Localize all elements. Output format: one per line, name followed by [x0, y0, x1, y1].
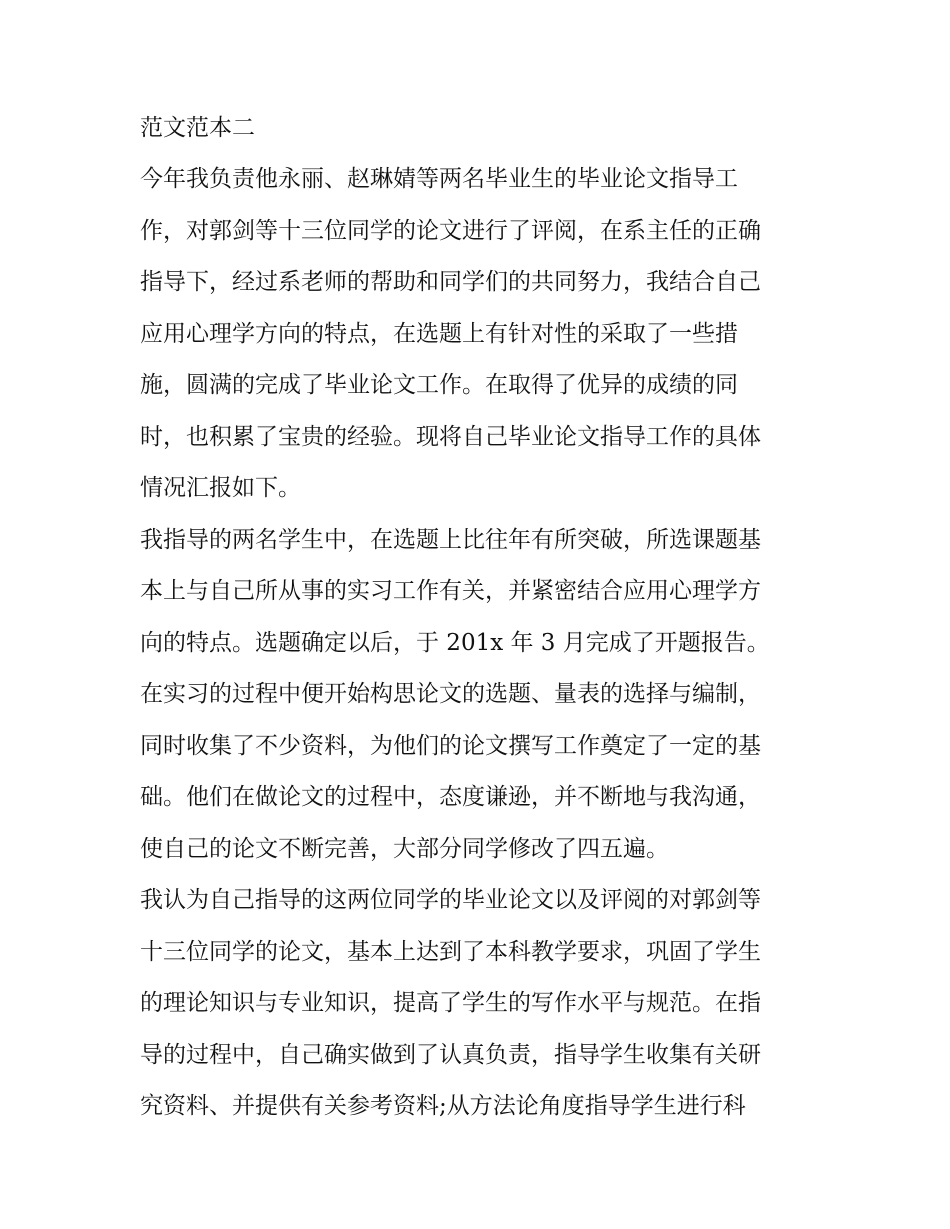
text-line: 施，圆满的完成了毕业论文工作。在取得了优异的成绩的同 — [140, 372, 738, 398]
text-line: 在实习的过程中便开始构思论文的选题、量表的选择与编制， — [140, 681, 761, 707]
text-line: 今年我负责他永丽、赵琳婧等两名毕业生的毕业论文指导工 — [140, 166, 738, 192]
text-line: 础。他们在做论文的过程中，态度谦逊，并不断地与我沟通， — [140, 784, 761, 810]
text-line: 我指导的两名学生中，在选题上比往年有所突破，所选课题基 — [140, 526, 761, 553]
text-line: 本上与自己所从事的实习工作有关，并紧密结合应用心理学方 — [140, 578, 761, 604]
document-page — [140, 108, 820, 1133]
text-line: 同时收集了不少资料，为他们的论文撰写工作奠定了一定的基 — [140, 732, 761, 759]
text-line: 作，对郭剑等十三位同学的论文进行了评阅，在系主任的正确 — [140, 217, 761, 244]
text-line: 向的特点。选题确定以后，于 201x 年 3 月完成了开题报告。 — [140, 629, 770, 656]
text-line: 情况汇报如下。 — [140, 475, 301, 501]
document-title: 范文范本二 — [140, 115, 255, 141]
text-line: 我认为自己指导的这两位同学的毕业论文以及评阅的对郭剑等 — [140, 887, 761, 913]
text-line: 十三位同学的论文，基本上达到了本科教学要求，巩固了学生 — [140, 938, 761, 965]
text-line: 时，也积累了宝贵的经验。现将自己毕业论文指导工作的具体 — [140, 423, 761, 450]
paragraph-3 — [140, 669, 820, 875]
paragraph-2 — [140, 515, 820, 670]
text-line: 导的过程中，自己确实做到了认真负责，指导学生收集有关研 — [140, 1041, 761, 1068]
text-line: 指导下，经过系老师的帮助和同学们的共同努力，我结合自己 — [140, 269, 761, 295]
text-line: 究资料、并提供有关参考资料;从方法论角度指导学生进行科 — [140, 1093, 746, 1119]
text-line: 应用心理学方向的特点，在选题上有针对性的采取了一些措 — [140, 320, 738, 347]
paragraph-4 — [140, 875, 820, 1133]
text-line: 使自己的论文不断完善，大部分同学修改了四五遍。 — [140, 835, 669, 862]
text-line: 的理论知识与专业知识，提高了学生的写作水平与规范。在指 — [140, 990, 761, 1016]
paragraph-1 — [140, 154, 820, 515]
